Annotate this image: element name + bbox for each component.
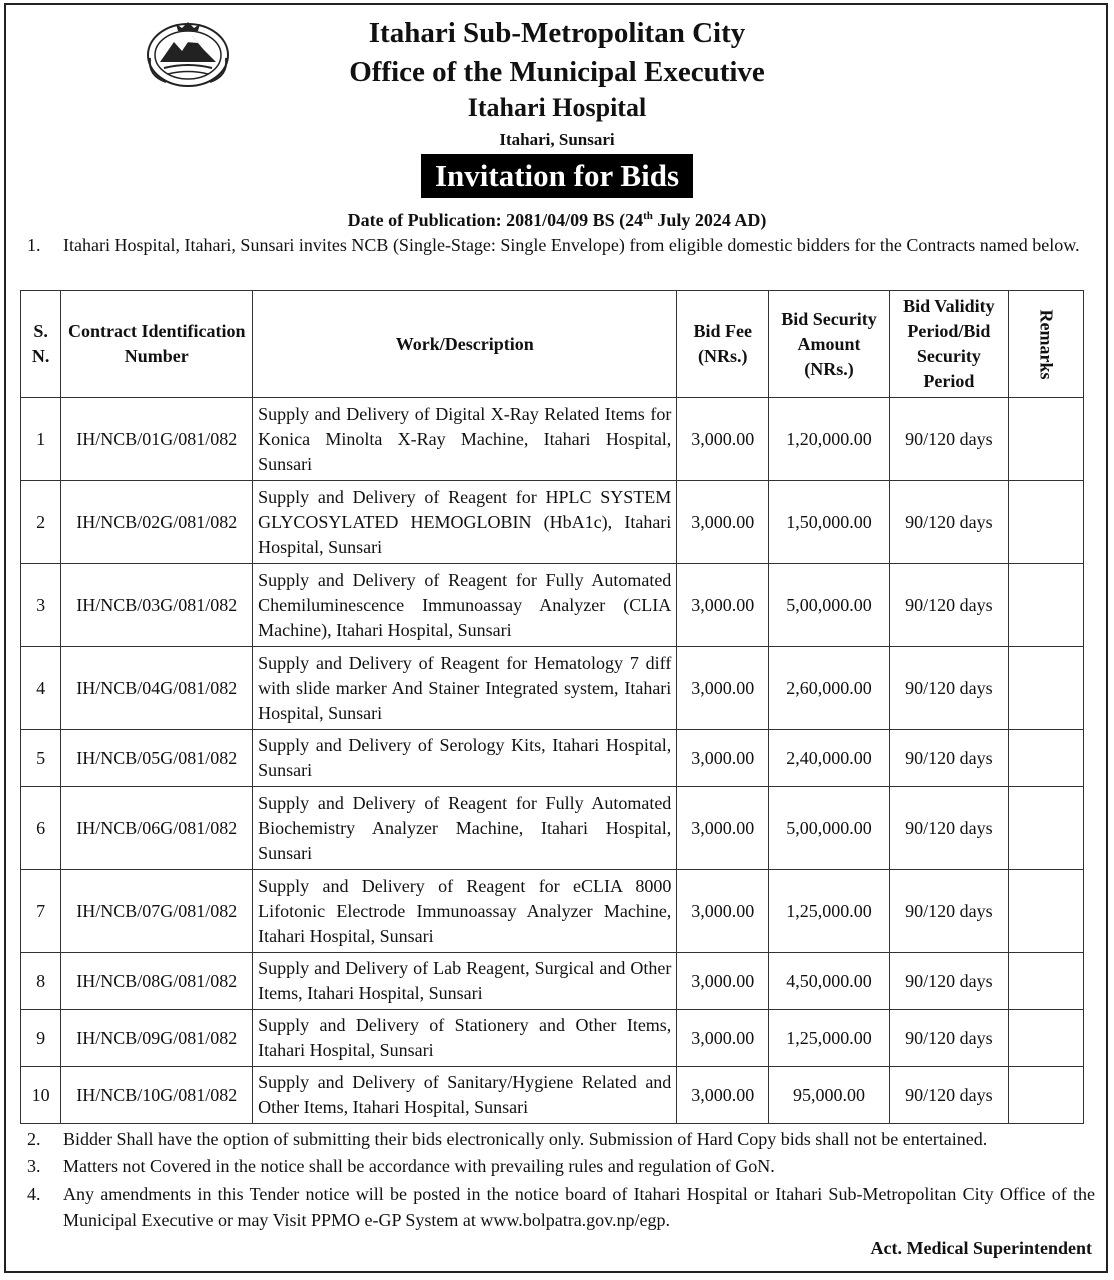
cell-remarks: [1008, 398, 1083, 481]
cell-remarks: [1008, 730, 1083, 787]
cell-remarks: [1008, 1067, 1083, 1124]
cell-contract-id: IH/NCB/08G/081/082: [61, 953, 253, 1010]
table-row: [21, 787, 1084, 870]
cell-contract-id: IH/NCB/06G/081/082: [61, 787, 253, 870]
cell-bid-security: 4,50,000.00: [769, 953, 890, 1010]
cell-validity: 90/120 days: [889, 564, 1008, 647]
cell-validity: 90/120 days: [889, 647, 1008, 730]
cell-bid-security: 2,60,000.00: [769, 647, 890, 730]
cell-sn: 4: [21, 647, 61, 730]
cell-contract-id: IH/NCB/03G/081/082: [61, 564, 253, 647]
table-row: [21, 730, 1084, 787]
note-3: [27, 1153, 1095, 1179]
cell-description: Supply and Delivery of Reagent for eCLIA 8000 Lifotonic Electrode Immunoassay Analyzer Machine, Itahari Hospital, Sunsari: [253, 870, 677, 953]
cell-validity: 90/120 days: [889, 787, 1008, 870]
note-number: 3.: [27, 1156, 41, 1176]
note-text: Matters not Covered in the notice shall be accordance with prevailing rules and regulation of GoN.: [63, 1156, 775, 1176]
cell-bid-security: 1,20,000.00: [769, 398, 890, 481]
cell-description: Supply and Delivery of Serology Kits, Itahari Hospital, Sunsari: [253, 730, 677, 787]
cell-sn: 6: [21, 787, 61, 870]
cell-sn: 5: [21, 730, 61, 787]
note-number: 2.: [27, 1129, 41, 1149]
cell-description: Supply and Delivery of Reagent for Fully Automated Biochemistry Analyzer Machine, Itahari Hospital, Sunsari: [253, 787, 677, 870]
cell-bid-security: 5,00,000.00: [769, 787, 890, 870]
note-4: [27, 1181, 1095, 1233]
cell-bid-fee: 3,000.00: [677, 870, 769, 953]
col-header-description: Work/Description: [253, 291, 677, 398]
cell-description: Supply and Delivery of Reagent for Fully Automated Chemiluminescence Immunoassay Analyzer (CLIA Machine), Itahari Hospital, Sunsari: [253, 564, 677, 647]
cell-bid-fee: 3,000.00: [677, 787, 769, 870]
publication-date-sup: th: [643, 210, 653, 222]
table-row: [21, 564, 1084, 647]
cell-description: Supply and Delivery of Sanitary/Hygiene Related and Other Items, Itahari Hospital, Sunsari: [253, 1067, 677, 1124]
cell-bid-fee: 3,000.00: [677, 730, 769, 787]
col-header-remarks-cell: [1008, 291, 1083, 398]
cell-sn: 7: [21, 870, 61, 953]
cell-remarks: [1008, 870, 1083, 953]
cell-description: Supply and Delivery of Reagent for HPLC SYSTEM GLYCOSYLATED HEMOGLOBIN (HbA1c), Itahari Hospital, Sunsari: [253, 481, 677, 564]
table-row: [21, 1010, 1084, 1067]
cell-bid-fee: 3,000.00: [677, 564, 769, 647]
col-header-bid-security: Bid Security Amount (NRs.): [769, 291, 890, 398]
note-text: Bidder Shall have the option of submitting their bids electronically only. Submission of Hard Copy bids shall not be entertained.: [63, 1129, 988, 1149]
title-wrap: [0, 154, 1114, 198]
cell-bid-fee: 3,000.00: [677, 647, 769, 730]
cell-sn: 9: [21, 1010, 61, 1067]
table-row: [21, 1067, 1084, 1124]
table-row: [21, 953, 1084, 1010]
table-row: [21, 870, 1084, 953]
cell-bid-security: 1,25,000.00: [769, 1010, 890, 1067]
cell-description: Supply and Delivery of Digital X-Ray Related Items for Konica Minolta X-Ray Machine, Itahari Hospital, Sunsari: [253, 398, 677, 481]
cell-contract-id: IH/NCB/09G/081/082: [61, 1010, 253, 1067]
note-text: Any amendments in this Tender notice will be posted in the notice board of Itahari Hospital or Itahari Sub-Metropolitan City Office of the Municipal Executive or may Visit PPMO e-GP System at www.bolpatra.gov.np/egp.: [63, 1184, 1095, 1230]
cell-validity: 90/120 days: [889, 870, 1008, 953]
cell-validity: 90/120 days: [889, 398, 1008, 481]
cell-validity: 90/120 days: [889, 1010, 1008, 1067]
cell-bid-security: 5,00,000.00: [769, 564, 890, 647]
col-header-validity: Bid Validity Period/Bid Security Period: [889, 291, 1008, 398]
cell-bid-security: 95,000.00: [769, 1067, 890, 1124]
cell-contract-id: IH/NCB/05G/081/082: [61, 730, 253, 787]
table-header-row: [21, 291, 1084, 398]
cell-remarks: [1008, 647, 1083, 730]
col-header-remarks: Remarks: [1036, 309, 1057, 379]
cell-validity: 90/120 days: [889, 730, 1008, 787]
table-body: [21, 398, 1084, 1124]
cell-validity: 90/120 days: [889, 1067, 1008, 1124]
note-2: [27, 1126, 1095, 1152]
intro-number: 1.: [27, 235, 41, 255]
cell-bid-security: 2,40,000.00: [769, 730, 890, 787]
publication-date-prefix: Date of Publication: 2081/04/09 BS (24: [347, 210, 644, 230]
cell-sn: 8: [21, 953, 61, 1010]
cell-description: Supply and Delivery of Lab Reagent, Surgical and Other Items, Itahari Hospital, Sunsari: [253, 953, 677, 1010]
table-row: [21, 481, 1084, 564]
cell-contract-id: IH/NCB/01G/081/082: [61, 398, 253, 481]
cell-sn: 2: [21, 481, 61, 564]
cell-validity: 90/120 days: [889, 481, 1008, 564]
cell-validity: 90/120 days: [889, 953, 1008, 1010]
cell-contract-id: IH/NCB/07G/081/082: [61, 870, 253, 953]
col-header-bid-fee: Bid Fee (NRs.): [677, 291, 769, 398]
intro-paragraph: [27, 232, 1095, 258]
cell-bid-security: 1,25,000.00: [769, 870, 890, 953]
table-row: [21, 647, 1084, 730]
org-name: Itahari Sub-Metropolitan City: [368, 17, 746, 49]
cell-contract-id: IH/NCB/04G/081/082: [61, 647, 253, 730]
cell-bid-fee: 3,000.00: [677, 953, 769, 1010]
location: Itahari, Sunsari: [499, 130, 615, 149]
signoff: Act. Medical Superintendent: [870, 1238, 1092, 1258]
intro-text: Itahari Hospital, Itahari, Sunsari invites NCB (Single-Stage: Single Envelope) from eligible domestic bidders for the Contracts named below.: [63, 235, 1080, 255]
cell-contract-id: IH/NCB/10G/081/082: [61, 1067, 253, 1124]
cell-remarks: [1008, 564, 1083, 647]
cell-remarks: [1008, 953, 1083, 1010]
cell-bid-fee: 3,000.00: [677, 1067, 769, 1124]
table-row: [21, 398, 1084, 481]
col-header-sn: S. N.: [21, 291, 61, 398]
bids-table: [20, 290, 1084, 1124]
cell-sn: 10: [21, 1067, 61, 1124]
cell-bid-fee: 3,000.00: [677, 481, 769, 564]
cell-remarks: [1008, 481, 1083, 564]
cell-bid-fee: 3,000.00: [677, 1010, 769, 1067]
hospital-name: Itahari Hospital: [467, 93, 647, 122]
note-number: 4.: [27, 1184, 41, 1204]
notice-title: Invitation for Bids: [421, 154, 693, 198]
cell-bid-fee: 3,000.00: [677, 398, 769, 481]
office-name: Office of the Municipal Executive: [349, 56, 765, 88]
cell-description: Supply and Delivery of Reagent for Hematology 7 diff with slide marker And Stainer Integrated system, Itahari Hospital, Sunsari: [253, 647, 677, 730]
cell-description: Supply and Delivery of Stationery and Other Items, Itahari Hospital, Sunsari: [253, 1010, 677, 1067]
cell-remarks: [1008, 1010, 1083, 1067]
col-header-contract-id: Contract Identification Number: [61, 291, 253, 398]
cell-contract-id: IH/NCB/02G/081/082: [61, 481, 253, 564]
publication-date-suffix: July 2024 AD): [652, 210, 767, 230]
cell-sn: 3: [21, 564, 61, 647]
cell-sn: 1: [21, 398, 61, 481]
cell-bid-security: 1,50,000.00: [769, 481, 890, 564]
cell-remarks: [1008, 787, 1083, 870]
publication-date: [0, 205, 1114, 231]
